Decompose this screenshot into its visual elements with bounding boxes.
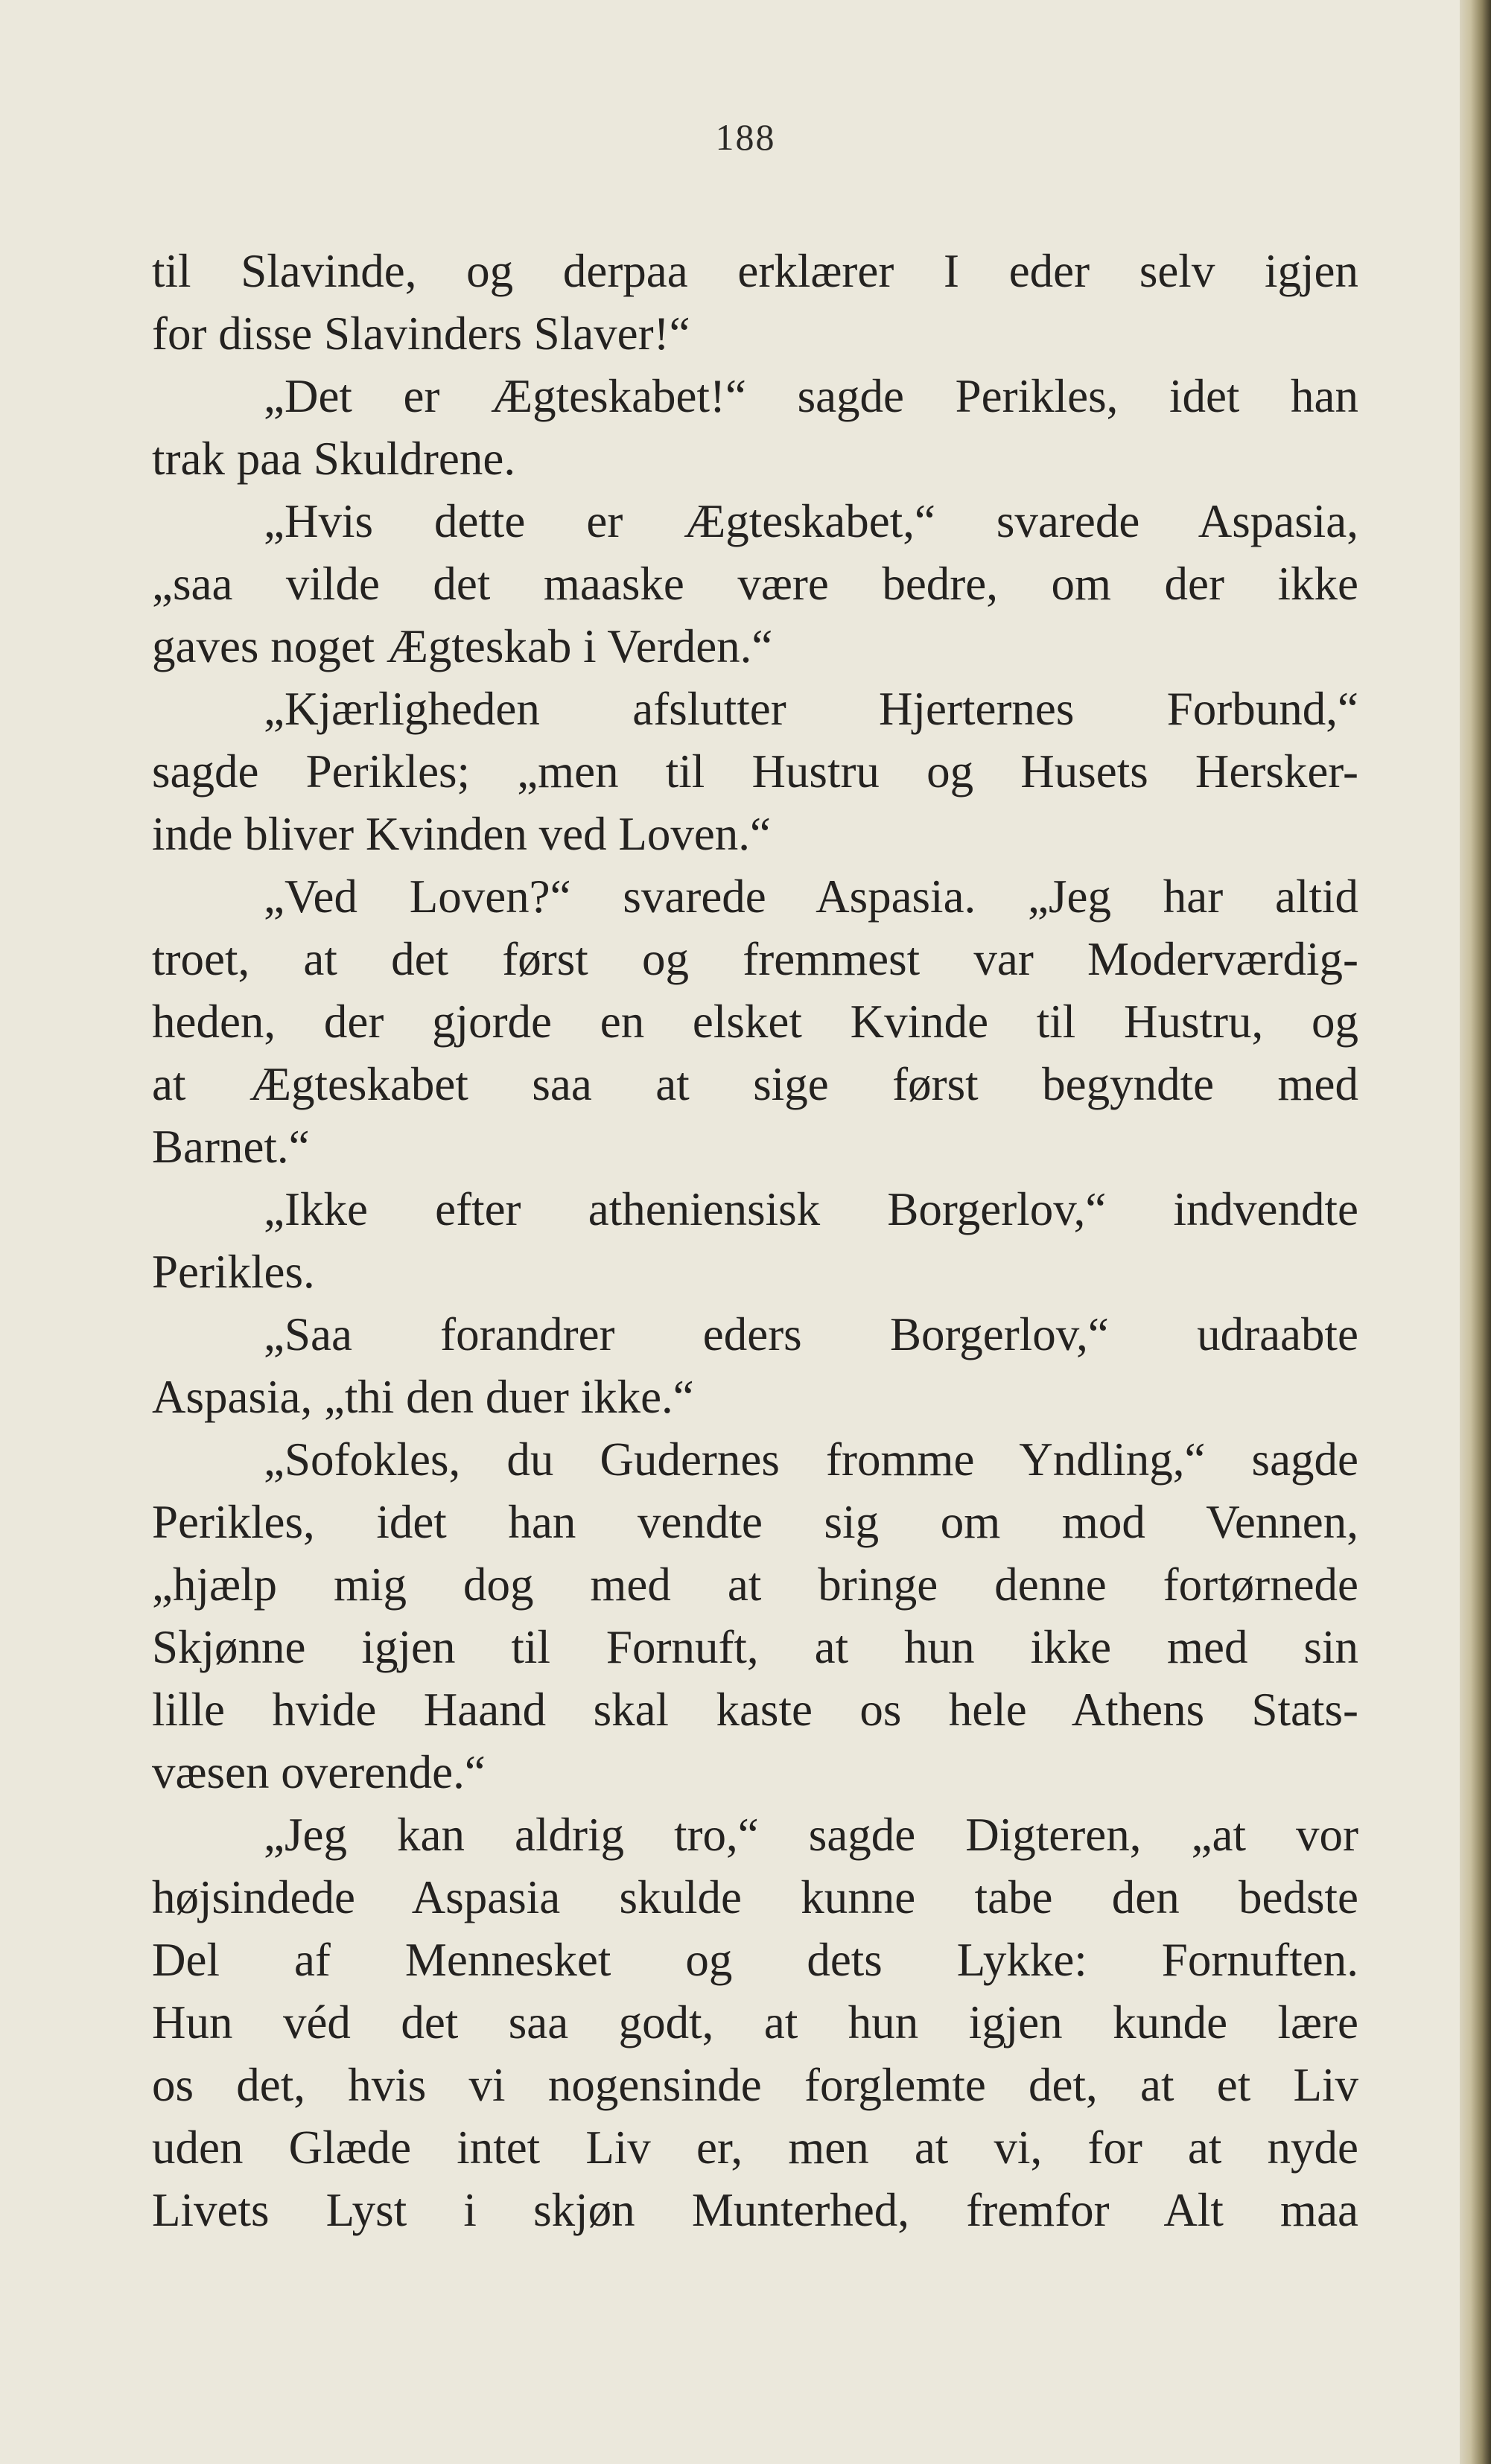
- text-line: „Kjærligheden afslutter Hjerternes Forbund,“: [264, 683, 1358, 735]
- text-line: Livets Lyst i skjøn Munterhed, fremfor Alt maa: [152, 2184, 1358, 2236]
- text-line: højsindede Aspasia skulde kunne tabe den bedste: [152, 1871, 1358, 1923]
- page-body-text: [152, 240, 1358, 2241]
- text-line: Barnet.“: [152, 1121, 310, 1173]
- text-line: væsen overende.“: [152, 1746, 486, 1798]
- text-line: for disse Slavinders Slaver!“: [152, 308, 690, 360]
- text-line: trak paa Skuldrene.: [152, 433, 516, 485]
- text-line: „saa vilde det maaske være bedre, om der ikke: [152, 558, 1358, 610]
- text-line: „Sofokles, du Gudernes fromme Yndling,“ sagde: [264, 1433, 1358, 1486]
- text-line: Perikles, idet han vendte sig om mod Vennen,: [152, 1496, 1358, 1548]
- page-number: 188: [715, 116, 776, 158]
- text-line: at Ægteskabet saa at sige først begyndte med: [152, 1058, 1358, 1110]
- text-line: uden Glæde intet Liv er, men at vi, for at nyde: [152, 2121, 1358, 2174]
- text-line: „Jeg kan aldrig tro,“ sagde Digteren, „at vor: [264, 1809, 1358, 1861]
- text-line: Perikles.: [152, 1246, 315, 1298]
- text-line: „Hvis dette er Ægteskabet,“ svarede Aspasia,: [264, 495, 1358, 547]
- text-line: til Slavinde, og derpaa erklærer I eder selv igjen: [152, 245, 1358, 297]
- text-line: sagde Perikles; „men til Hustru og Husets Hersker-: [152, 745, 1358, 798]
- text-line: Aspasia, „thi den duer ikke.“: [152, 1371, 694, 1423]
- text-line: „Ikke efter atheniensisk Borgerlov,“ indvendte: [264, 1183, 1358, 1235]
- text-line: lille hvide Haand skal kaste os hele Athens Stats-: [152, 1684, 1358, 1736]
- text-line: heden, der gjorde en elsket Kvinde til Hustru, og: [152, 996, 1358, 1048]
- text-line: Skjønne igjen til Fornuft, at hun ikke med sin: [152, 1621, 1358, 1673]
- text-line: Hun véd det saa godt, at hun igjen kunde lære: [152, 1996, 1358, 2048]
- text-line: gaves noget Ægteskab i Verden.“: [152, 620, 773, 672]
- text-line: „Saa forandrer eders Borgerlov,“ udraabte: [264, 1308, 1358, 1360]
- text-line: „Ved Loven?“ svarede Aspasia. „Jeg har altid: [264, 870, 1358, 923]
- text-line: troet, at det først og fremmest var Moderværdig-: [152, 933, 1358, 985]
- text-line: „Det er Ægteskabet!“ sagde Perikles, idet han: [264, 370, 1358, 422]
- text-line: Del af Mennesket og dets Lykke: Fornuften.: [152, 1934, 1358, 1986]
- text-line: os det, hvis vi nogensinde forglemte det, at et Liv: [152, 2059, 1358, 2111]
- text-line: „hjælp mig dog med at bringe denne fortørnede: [152, 1559, 1358, 1611]
- page-edge: [1460, 0, 1491, 2464]
- text-line: inde bliver Kvinden ved Loven.“: [152, 808, 771, 860]
